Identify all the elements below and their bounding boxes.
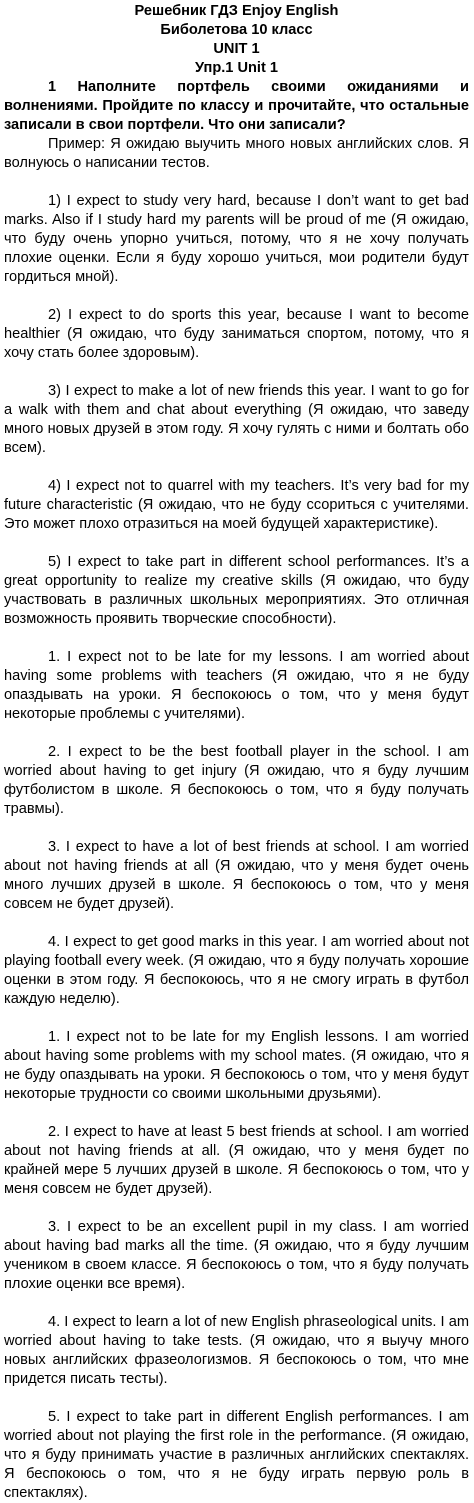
- page-subtitle: Биболетова 10 класс: [160, 22, 313, 38]
- answer-paragraph: 2. I expect to be the best football player in the school. I am worried about having to get injury (Я ожидаю, что я буду лучшим футболистом в школе. Я беспокоюсь о том, что я буду получать травмы).: [4, 744, 469, 817]
- answer-paragraph: 1. I expect not to be late for my lessons. I am worried about having some problems with teachers (Я ожидаю, что я не буду опаздывать на уроки. Я беспокоюсь о том, что у меня будут некоторые проблемы с учителями).: [4, 649, 469, 722]
- answer-paragraph: 4. I expect to get good marks in this year. I am worried about not playing football every week. (Я ожидаю, что я буду получать хорошие оценки в этом году. Я беспокоюсь, что я не смогу играть в футбол каждую неделю).: [4, 934, 469, 1007]
- answer-paragraph: 5. I expect to take part in different English performances. I am worried about not playing the first role in the performance. (Я ожидаю, что я буду принимать участие в различных английских спектаклях. Я беспокоюсь о том, что я не буду играть первую роль в спектаклях).: [4, 1409, 469, 1501]
- answer-paragraph: 4. I expect to learn a lot of new English phraseological units. I am worried about having to take tests. (Я ожидаю, что я выучу много новых английских фразеологизмов. Я беспокоюсь о том, что мне придется писать тесты).: [4, 1314, 469, 1387]
- answer-paragraph: 4) I expect not to quarrel with my teachers. It’s very bad for my future characteristic (Я ожидаю, что не буду ссориться с учителями. Это может плохо отразиться на моей будущей характеристике).: [4, 478, 469, 532]
- page-title: Решебник ГДЗ Enjoy English: [134, 3, 339, 19]
- example-text: Пример: Я ожидаю выучить много новых английских слов. Я волнуюсь о написании тестов.: [4, 136, 469, 171]
- task-statement: 1 Наполните портфель своими ожиданиями и волнениями. Пройдите по классу и прочитайте, что остальные записали в свои портфели. Что они записали?: [4, 79, 469, 133]
- unit-heading: UNIT 1: [213, 41, 260, 57]
- exercise-heading: Упр.1 Unit 1: [194, 60, 279, 76]
- answer-paragraph: 3) I expect to make a lot of new friends this year. I want to go for a walk with them and chat about everything (Я ожидаю, что заведу много новых друзей в этом году. Я хочу гулять с ними и болтать обо всем).: [4, 383, 469, 456]
- answer-paragraph: 2. I expect to have at least 5 best friends at school. I am worried about not having friends at all. (Я ожидаю, что у меня будет по крайней мере 5 лучших друзей в школе. Я беспокоюсь о том, что у меня совсем не будет друзей).: [4, 1124, 469, 1197]
- answer-paragraph: 5) I expect to take part in different school performances. It’s a great opportunity to realize my creative skills (Я ожидаю, что буду участвовать в различных школьных мероприятиях. Это отличная возможность проявить творческие способности).: [4, 554, 469, 627]
- answer-paragraph: 2) I expect to do sports this year, because I want to become healthier (Я ожидаю, что буду заниматься спортом, потому, что я хочу стать более здоровым).: [4, 307, 469, 361]
- answer-paragraph: 3. I expect to be an excellent pupil in my class. I am worried about having bad marks all the time. (Я ожидаю, что я буду лучшим учеником в своем классе. Я беспокоюсь о том, что я буду получать плохие оценки все время).: [4, 1219, 469, 1292]
- answer-paragraph: 1. I expect not to be late for my English lessons. I am worried about having some problems with my school mates. (Я ожидаю, что я не буду опаздывать на уроки. Я беспокоюсь о том, что у меня будут некоторые трудности со своими школьными друзьями).: [4, 1029, 469, 1102]
- answer-paragraph: 1) I expect to study very hard, because I don’t want to get bad marks. Also if I study hard my parents will be proud of me (Я ожидаю, что буду очень упорно учиться, потому, что я не хочу получать плохие оценки. Если я буду хорошо учиться, мои родители будут гордиться мной).: [4, 193, 469, 285]
- answer-paragraph: 3. I expect to have a lot of best friends at school. I am worried about not having friends at all (Я ожидаю, что у меня будет очень много лучших друзей в школе. Я беспокоюсь о том, что у меня совсем не будет друзей).: [4, 839, 469, 912]
